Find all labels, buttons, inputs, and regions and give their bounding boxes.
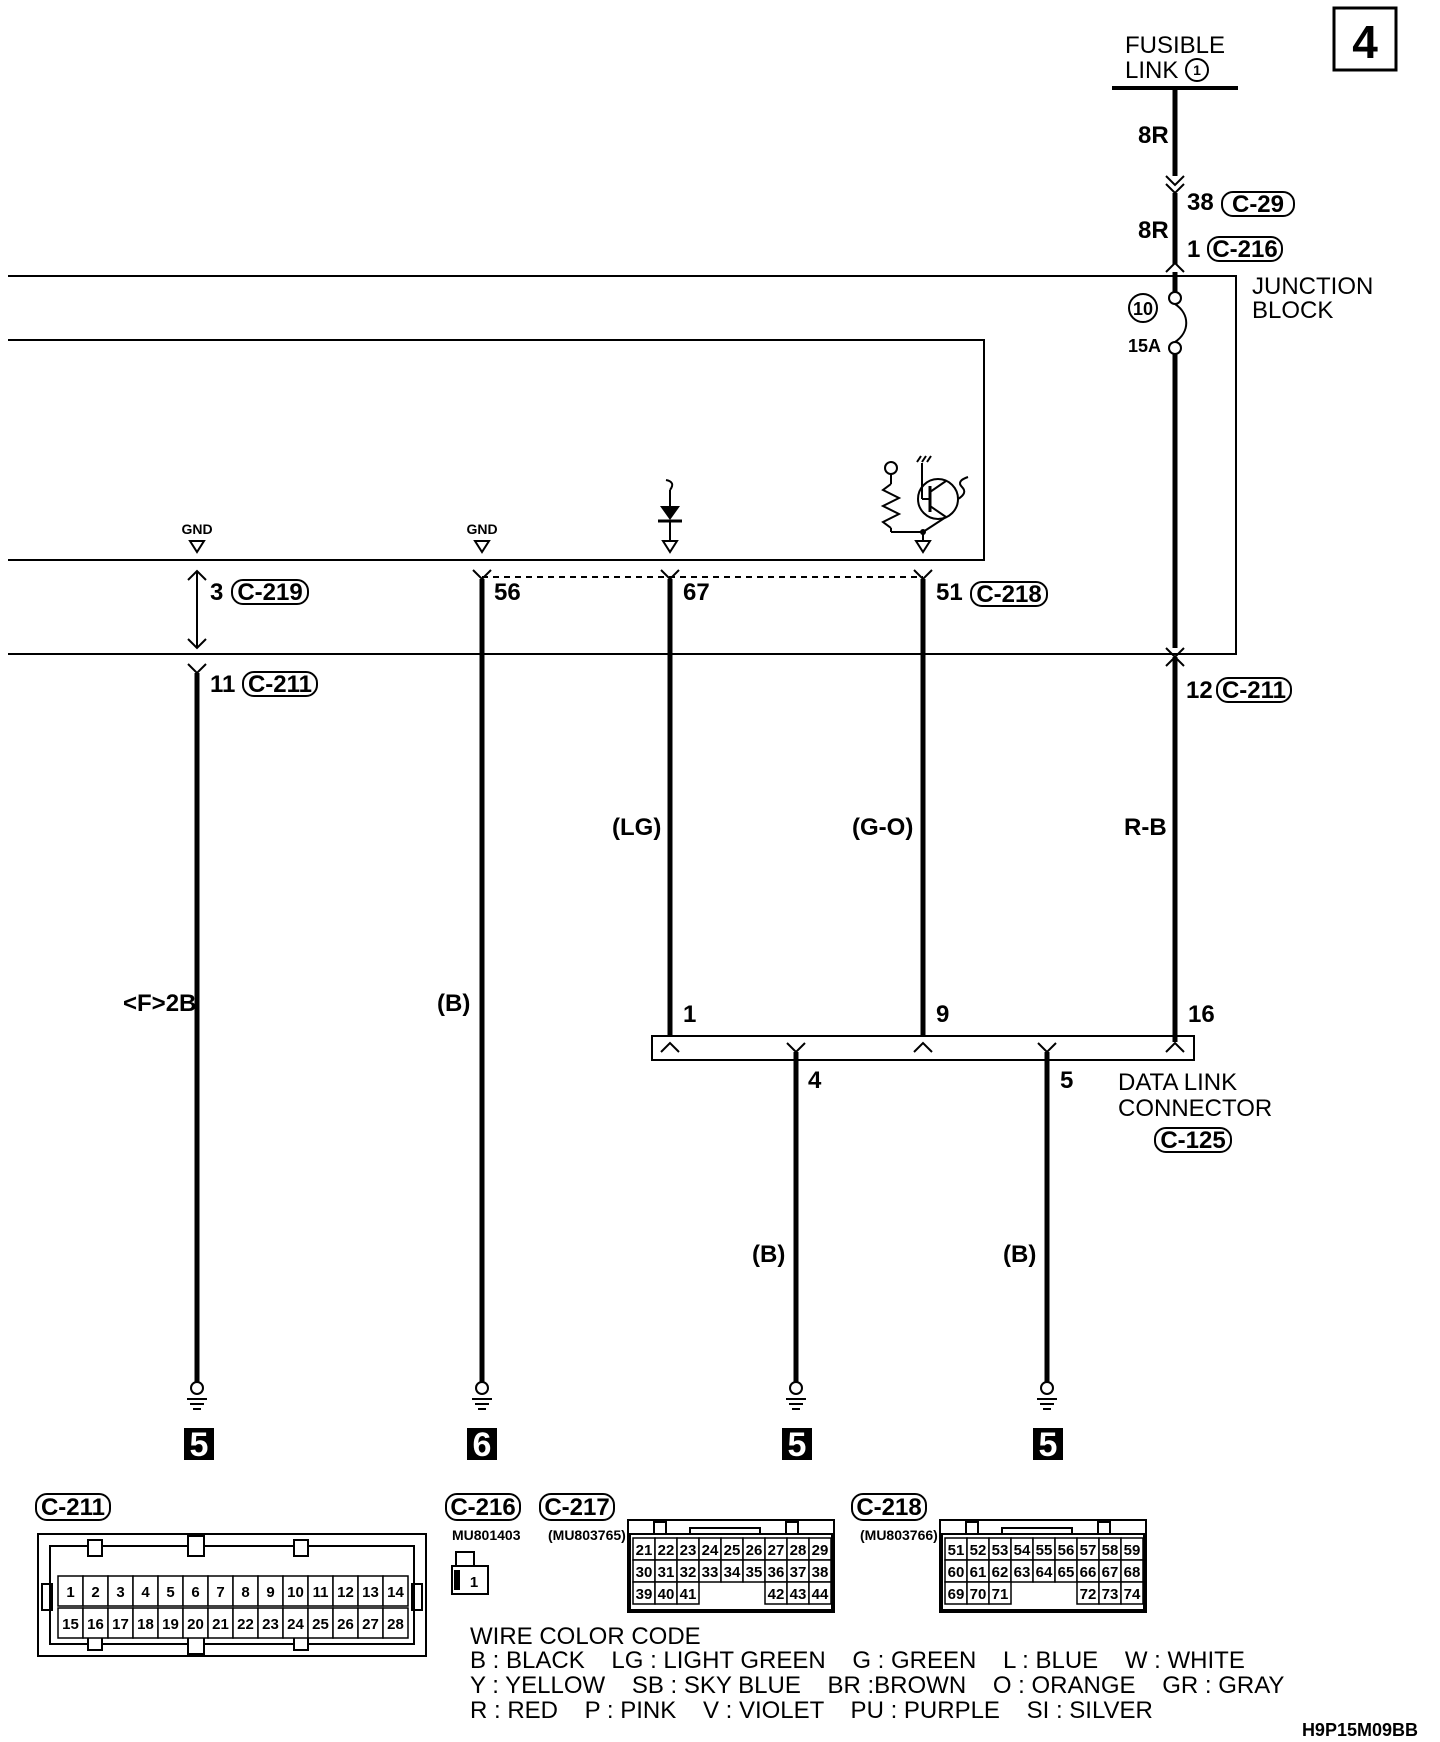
svg-text:29: 29: [811, 1542, 829, 1559]
connector-c29-symbol: [1166, 176, 1184, 193]
svg-text:5: 5: [787, 1426, 807, 1464]
svg-text:30: 30: [635, 1564, 653, 1581]
svg-text:58: 58: [1101, 1542, 1119, 1559]
connector-pin: [699, 1560, 721, 1582]
svg-text:25: 25: [723, 1542, 741, 1559]
connector-pin: [1011, 1538, 1033, 1560]
connector-pin: [258, 1576, 283, 1606]
ground-symbol-3: [782, 1382, 812, 1464]
connector-pin: [258, 1608, 283, 1638]
svg-text:70: 70: [969, 1586, 987, 1603]
svg-text:68: 68: [1123, 1564, 1141, 1581]
svg-text:38: 38: [811, 1564, 829, 1581]
svg-text:35: 35: [745, 1564, 763, 1581]
svg-text:51: 51: [947, 1542, 965, 1559]
svg-text:C-217: C-217: [544, 1494, 610, 1521]
svg-text:36: 36: [767, 1564, 785, 1581]
svg-text:59: 59: [1123, 1542, 1141, 1559]
svg-text:56: 56: [1057, 1542, 1075, 1559]
connector-pin: [967, 1560, 989, 1582]
svg-text:6: 6: [472, 1426, 492, 1464]
connector-pin: [967, 1538, 989, 1560]
dlc-pin-1: 1: [683, 1001, 697, 1028]
svg-text:73: 73: [1101, 1586, 1119, 1603]
pin-3: 3: [210, 579, 224, 606]
connector-pin: [183, 1576, 208, 1606]
wire-color-lg: (LG): [612, 814, 662, 841]
connector-pin: [655, 1582, 677, 1604]
svg-text:B : BLACK LG : LIGHT GREEN: B : BLACK LG : LIGHT GREEN G : GREEN L : BLUE W : WHITE: [470, 1647, 1245, 1674]
connector-pin: [787, 1582, 809, 1604]
wire-color-8r-lower: 8R: [1138, 217, 1169, 244]
connector-pin: [809, 1560, 831, 1582]
page-number: 4: [1352, 16, 1378, 68]
connector-pin: [383, 1576, 408, 1606]
svg-text:24: 24: [287, 1616, 304, 1633]
svg-text:39: 39: [635, 1586, 653, 1603]
pin-12: 12: [1186, 677, 1213, 704]
svg-text:BLOCK: BLOCK: [1252, 297, 1334, 324]
svg-text:1: 1: [469, 1574, 479, 1591]
svg-text:5: 5: [189, 1426, 209, 1464]
connector-pin: [233, 1608, 258, 1638]
svg-text:54: 54: [1013, 1542, 1031, 1559]
connector-pin: [1077, 1538, 1099, 1560]
fuse-terminal-top: [1169, 292, 1181, 304]
pin-1-c216: 1: [1187, 236, 1201, 263]
wire-color-code-legend: [470, 1623, 1284, 1724]
wire-color-r-b: R-B: [1124, 814, 1167, 841]
ground-symbol-2: [467, 1382, 497, 1464]
connector-pin: [208, 1608, 233, 1638]
dlc-label: DATA LINK: [1118, 1069, 1238, 1096]
connector-pin: [108, 1608, 133, 1638]
connector-pin: [945, 1538, 967, 1560]
dlc-pin-9: 9: [936, 1001, 950, 1028]
transistor-icon: [883, 456, 968, 552]
ground-symbol-1: [184, 1382, 214, 1464]
pin-56: 56: [494, 579, 521, 606]
connector-pin: [633, 1538, 655, 1560]
svg-text:55: 55: [1035, 1542, 1053, 1559]
svg-text:65: 65: [1057, 1564, 1075, 1581]
svg-text:28: 28: [789, 1542, 807, 1559]
connector-pin: [283, 1608, 308, 1638]
svg-text:71: 71: [991, 1586, 1009, 1603]
svg-text:40: 40: [657, 1586, 675, 1603]
svg-text:44: 44: [811, 1586, 829, 1603]
svg-text:C-219: C-219: [237, 579, 303, 606]
fuse-element: [1175, 304, 1186, 342]
svg-text:64: 64: [1035, 1564, 1053, 1581]
svg-text:60: 60: [947, 1564, 965, 1581]
svg-text:53: 53: [991, 1542, 1009, 1559]
connector-pin: [945, 1560, 967, 1582]
connector-pin: [1099, 1582, 1121, 1604]
gnd-triangle-2: [475, 541, 489, 552]
svg-text:10: 10: [287, 1584, 304, 1601]
connector-pin: [721, 1560, 743, 1582]
svg-text:61: 61: [969, 1564, 987, 1581]
connector-pin: [677, 1560, 699, 1582]
connector-pin: [787, 1560, 809, 1582]
connector-pin: [308, 1576, 333, 1606]
pin-51: 51: [936, 579, 963, 606]
svg-text:18: 18: [137, 1616, 154, 1633]
connector-pin: [677, 1538, 699, 1560]
connector-pin: [1055, 1538, 1077, 1560]
svg-text:13: 13: [362, 1584, 379, 1601]
connector-pin: [133, 1576, 158, 1606]
gnd-triangle-1: [190, 541, 204, 552]
svg-text:33: 33: [701, 1564, 719, 1581]
connector-c216-face: [446, 1494, 521, 1594]
wire-color-b-1: (B): [437, 990, 471, 1017]
connector-pin: [58, 1608, 83, 1638]
dlc-pin-4: 4: [808, 1067, 822, 1094]
wire-color-g-o: (G-O): [852, 814, 914, 841]
svg-text:26: 26: [745, 1542, 763, 1559]
connector-pin: [655, 1538, 677, 1560]
svg-text:7: 7: [216, 1584, 225, 1601]
connector-pin: [1121, 1538, 1143, 1560]
svg-text:63: 63: [1013, 1564, 1031, 1581]
connector-pin: [699, 1538, 721, 1560]
connector-pin: [633, 1582, 655, 1604]
data-link-connector-body: [652, 1036, 1194, 1060]
connector-pin: [333, 1608, 358, 1638]
svg-text:16: 16: [87, 1616, 104, 1633]
svg-text:22: 22: [237, 1616, 254, 1633]
connector-pin: [989, 1582, 1011, 1604]
ground-symbol-4: [1033, 1382, 1063, 1464]
svg-text:11: 11: [312, 1584, 329, 1601]
connector-pin: [383, 1608, 408, 1638]
connector-pin: [233, 1576, 258, 1606]
connector-pin: [1055, 1560, 1077, 1582]
pin-38: 38: [1187, 189, 1214, 216]
svg-text:R : RED P : PINK V : VIO: R : RED P : PINK V : VIOLET PU : PURPLE SI : SILVER: [470, 1697, 1153, 1724]
svg-text:9: 9: [266, 1584, 275, 1601]
svg-text:1: 1: [1193, 62, 1201, 78]
svg-text:WIRE COLOR CODE: WIRE COLOR CODE: [470, 1623, 701, 1650]
svg-text:6: 6: [191, 1584, 200, 1601]
svg-text:24: 24: [701, 1542, 719, 1559]
diagram-code: H9P15M09BB: [1301, 1720, 1418, 1740]
svg-text:62: 62: [991, 1564, 1009, 1581]
connector-pin: [743, 1538, 765, 1560]
connector-pin: [809, 1582, 831, 1604]
svg-text:C-218: C-218: [976, 581, 1042, 608]
svg-text:C-216: C-216: [450, 1494, 516, 1521]
connector-pin: [1099, 1560, 1121, 1582]
svg-text:C-125: C-125: [1160, 1127, 1226, 1154]
connector-pin: [989, 1538, 1011, 1560]
svg-text:32: 32: [679, 1564, 697, 1581]
connector-pin: [1121, 1582, 1143, 1604]
svg-text:(MU803765): (MU803765): [548, 1527, 626, 1543]
svg-text:2: 2: [91, 1584, 100, 1601]
svg-text:1: 1: [66, 1584, 75, 1601]
connector-pin: [133, 1608, 158, 1638]
svg-text:27: 27: [767, 1542, 785, 1559]
junction-block-frame: [8, 276, 1236, 654]
svg-text:12: 12: [337, 1584, 354, 1601]
svg-text:C-211: C-211: [247, 671, 313, 698]
connector-pin: [1077, 1582, 1099, 1604]
svg-text:LINK: LINK: [1125, 57, 1179, 84]
svg-text:14: 14: [387, 1584, 404, 1601]
svg-text:C-216: C-216: [1212, 236, 1278, 263]
svg-text:26: 26: [337, 1616, 354, 1633]
connector-pin: [108, 1576, 133, 1606]
connector-pin: [358, 1608, 383, 1638]
connector-pin: [677, 1582, 699, 1604]
svg-text:66: 66: [1079, 1564, 1097, 1581]
connector-pin: [208, 1576, 233, 1606]
svg-text:15: 15: [62, 1616, 79, 1633]
svg-text:69: 69: [947, 1586, 965, 1603]
connector-pin: [1033, 1560, 1055, 1582]
junction-block-label: JUNCTION: [1252, 273, 1374, 300]
dlc-pin-5: 5: [1060, 1067, 1074, 1094]
svg-text:67: 67: [1101, 1564, 1119, 1581]
connector-pin: [967, 1582, 989, 1604]
svg-text:74: 74: [1123, 1586, 1141, 1603]
svg-text:CONNECTOR: CONNECTOR: [1118, 1095, 1273, 1122]
svg-text:5: 5: [1038, 1426, 1058, 1464]
svg-text:37: 37: [789, 1564, 807, 1581]
gnd-label-1: GND: [181, 521, 213, 537]
connector-pin: [1033, 1538, 1055, 1560]
svg-text:72: 72: [1079, 1586, 1097, 1603]
svg-text:23: 23: [679, 1542, 697, 1559]
connector-pin: [1121, 1560, 1143, 1582]
connector-pin: [787, 1538, 809, 1560]
svg-text:52: 52: [969, 1542, 987, 1559]
connector-pin: [358, 1576, 383, 1606]
connector-c218-face: [852, 1494, 1146, 1612]
wire-color-b-3: (B): [1003, 1241, 1037, 1268]
connector-pin: [158, 1576, 183, 1606]
connector-c217-face: [540, 1494, 834, 1612]
diode-icon: [658, 480, 682, 552]
svg-text:21: 21: [212, 1616, 229, 1633]
svg-text:19: 19: [162, 1616, 179, 1633]
svg-text:57: 57: [1079, 1542, 1097, 1559]
svg-text:Y : YELLOW SB : SKY BLUE: Y : YELLOW SB : SKY BLUE BR :BROWN O : ORANGE GR : GRAY: [470, 1672, 1285, 1699]
connector-pin: [158, 1608, 183, 1638]
pin-11: 11: [210, 671, 236, 698]
connector-pin: [308, 1608, 333, 1638]
wire-color-8r-upper: 8R: [1138, 122, 1169, 149]
svg-text:22: 22: [657, 1542, 675, 1559]
svg-text:41: 41: [679, 1586, 697, 1603]
svg-text:27: 27: [362, 1616, 379, 1633]
pin-67: 67: [683, 579, 710, 606]
dlc-pin-16: 16: [1188, 1001, 1215, 1028]
connector-pin: [945, 1582, 967, 1604]
connector-pin: [183, 1608, 208, 1638]
svg-text:MU801403: MU801403: [452, 1527, 521, 1543]
connector-c211-face: [36, 1494, 426, 1656]
svg-text:C-29: C-29: [1231, 191, 1285, 218]
svg-text:5: 5: [166, 1584, 175, 1601]
svg-text:10: 10: [1132, 299, 1154, 319]
connector-pin: [83, 1576, 108, 1606]
connector-pin: [721, 1538, 743, 1560]
connector-pin: [765, 1560, 787, 1582]
wire-color-b-2: (B): [752, 1241, 786, 1268]
svg-text:34: 34: [723, 1564, 741, 1581]
svg-text:21: 21: [635, 1542, 653, 1559]
connector-pin: [333, 1576, 358, 1606]
svg-text:23: 23: [262, 1616, 279, 1633]
connector-pin: [83, 1608, 108, 1638]
svg-text:(MU803766): (MU803766): [860, 1527, 938, 1543]
svg-text:3: 3: [116, 1584, 125, 1601]
svg-text:20: 20: [187, 1616, 204, 1633]
svg-text:C-218: C-218: [856, 1494, 922, 1521]
svg-text:17: 17: [112, 1616, 129, 1633]
connector-pin: [633, 1560, 655, 1582]
fuse-rating: 15A: [1128, 336, 1162, 356]
connector-pin: [743, 1560, 765, 1582]
svg-text:4: 4: [141, 1584, 150, 1601]
svg-text:43: 43: [789, 1586, 807, 1603]
svg-text:25: 25: [312, 1616, 329, 1633]
fusible-link: [1112, 32, 1238, 88]
svg-text:C-211: C-211: [1221, 677, 1287, 704]
connector-pin: [809, 1538, 831, 1560]
svg-text:42: 42: [767, 1586, 785, 1603]
svg-text:28: 28: [387, 1616, 404, 1633]
connector-pin: [1077, 1560, 1099, 1582]
connector-pin: [765, 1582, 787, 1604]
svg-text:31: 31: [657, 1564, 675, 1581]
connector-pin: [283, 1576, 308, 1606]
svg-text:8: 8: [241, 1584, 250, 1601]
connector-pin: [655, 1560, 677, 1582]
connector-pin: [1099, 1538, 1121, 1560]
wire-color-f-2b: <F>2B: [123, 990, 197, 1017]
svg-text:FUSIBLE: FUSIBLE: [1125, 32, 1226, 59]
connector-pin: [989, 1560, 1011, 1582]
svg-text:C-211: C-211: [40, 1494, 106, 1521]
connector-pin: [765, 1538, 787, 1560]
gnd-label-2: GND: [466, 521, 498, 537]
connector-pin: [1011, 1560, 1033, 1582]
connector-pin: [58, 1576, 83, 1606]
